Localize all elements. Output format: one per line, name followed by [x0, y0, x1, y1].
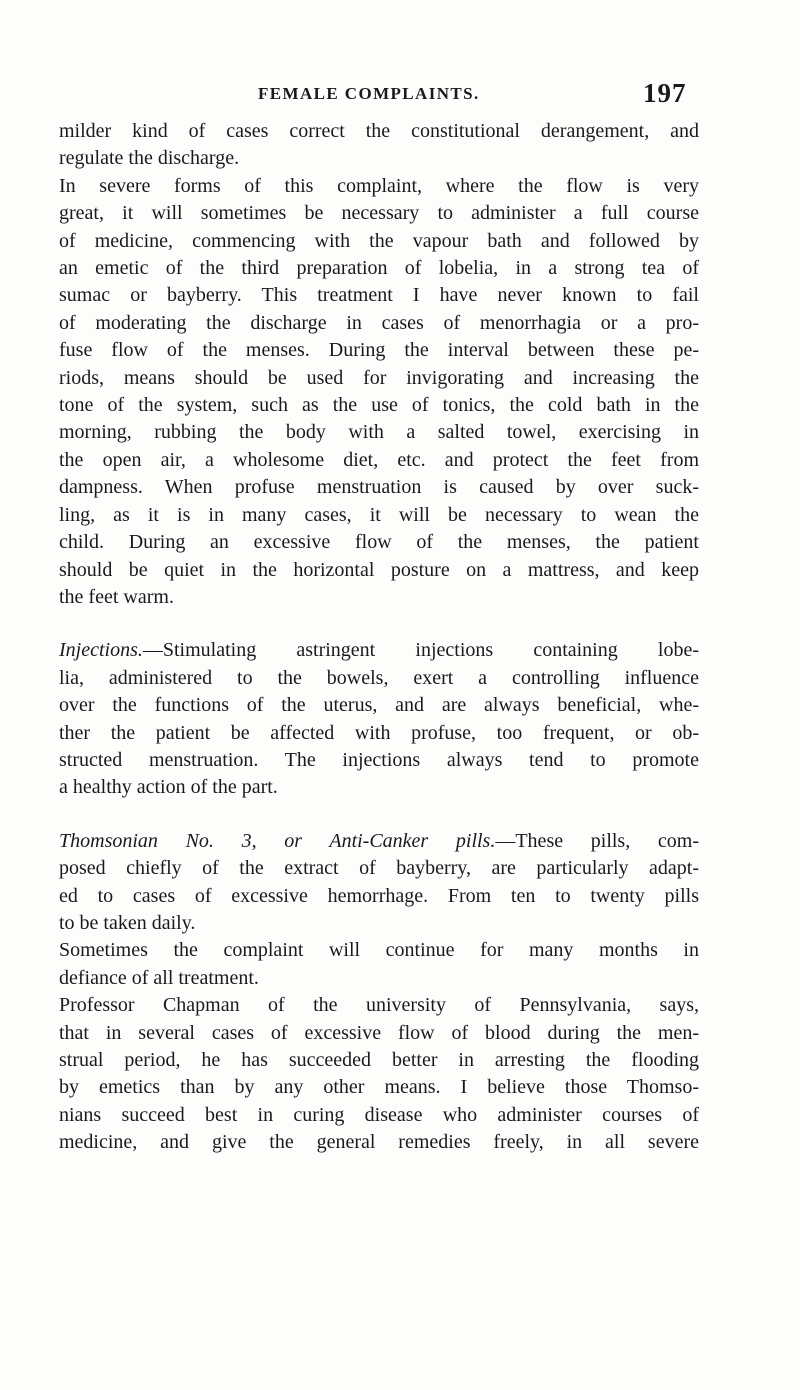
text-line: Sometimes the complaint will continue for many months in — [59, 939, 699, 962]
text-line: of medicine, commencing with the vapour bath and followed by — [59, 229, 699, 252]
heading-run-on: —Stimulating astringent injections containing lobe- — [142, 639, 699, 662]
text-line: that in several cases of excessive flow of blood during the men- — [59, 1021, 699, 1044]
text-line: great, it will sometimes be necessary to administer a full course — [59, 202, 699, 225]
running-head: FEMALE COMPLAINTS. — [258, 84, 480, 103]
text-line: fuse flow of the menses. During the interval between these pe- — [59, 339, 699, 362]
text-line: riods, means should be used for invigorating and increasing the — [59, 366, 699, 389]
text-line: child. During an excessive flow of the menses, the patient — [59, 531, 699, 554]
paragraph-spacer — [59, 802, 699, 828]
heading-run-on: —These pills, com- — [495, 829, 699, 852]
text-line — [59, 637, 699, 664]
text-line: by emetics than by any other means. I believe those Thomso- — [59, 1076, 699, 1099]
text-line: medicine, and give the general remedies freely, in all severe — [59, 1131, 699, 1154]
body-text — [59, 118, 699, 1157]
text-line: lia, administered to the bowels, exert a controlling influence — [59, 666, 699, 689]
paragraph-injections — [59, 637, 699, 801]
text-line: sumac or bayberry. This treatment I have never known to fail — [59, 284, 699, 307]
paragraph-continuance — [59, 937, 699, 992]
text-line — [59, 828, 699, 855]
text-line: ling, as it is in many cases, it will be necessary to wean the — [59, 503, 699, 526]
page-number: 197 — [643, 78, 687, 108]
text-line: an emetic of the third preparation of lobelia, in a strong tea of — [59, 257, 699, 280]
text-line: defiance of all treatment. — [59, 966, 259, 989]
text-line: over the functions of the uterus, and are always beneficial, whe- — [59, 694, 699, 717]
text-line: of moderating the discharge in cases of menorrhagia or a pro- — [59, 311, 699, 334]
text-line: posed chiefly of the extract of bayberry, are particularly adapt- — [59, 857, 699, 880]
text-line: morning, rubbing the body with a salted towel, exercising in — [59, 421, 699, 444]
section-heading-injections: Injections. — [59, 639, 143, 662]
text-line: ther the patient be affected with profuse, too frequent, or ob- — [59, 721, 699, 744]
text-line: structed menstruation. The injections always tend to promote — [59, 748, 699, 771]
text-line: the feet warm. — [59, 585, 174, 608]
text-line: strual period, he has succeeded better in arresting the flooding — [59, 1049, 699, 1071]
text-line: dampness. When profuse menstruation is caused by over suck- — [59, 476, 699, 499]
text-line: In severe forms of this complaint, where the flow is very — [59, 174, 699, 197]
text-line: milder kind of cases correct the constitutional derangement, and — [59, 120, 699, 142]
section-heading-pills: Thomsonian No. 3, or Anti-Canker pills. — [59, 829, 496, 852]
text-line: should be quiet in the horizontal posture on a mattress, and keep — [59, 558, 699, 581]
text-line: to be taken daily. — [59, 911, 196, 934]
text-line: a healthy action of the part. — [59, 776, 278, 799]
text-line: nians succeed best in curing disease who administer courses of — [59, 1103, 699, 1126]
text-line: the open air, a wholesome diet, etc. and protect the feet from — [59, 448, 699, 471]
paragraph-severe-forms — [59, 173, 699, 612]
paragraph-continuation — [59, 118, 699, 173]
paragraph-chapman — [59, 992, 699, 1156]
text-line: Professor Chapman of the university of Pennsylvania, says, — [59, 994, 699, 1017]
text-line: ed to cases of excessive hemorrhage. From ten to twenty pills — [59, 884, 699, 907]
paragraph-spacer — [59, 611, 699, 637]
paragraph-thomsonian-pills — [59, 828, 699, 938]
text-line: tone of the system, such as the use of tonics, the cold bath in the — [59, 394, 699, 417]
text-line: regulate the discharge. — [59, 147, 240, 170]
